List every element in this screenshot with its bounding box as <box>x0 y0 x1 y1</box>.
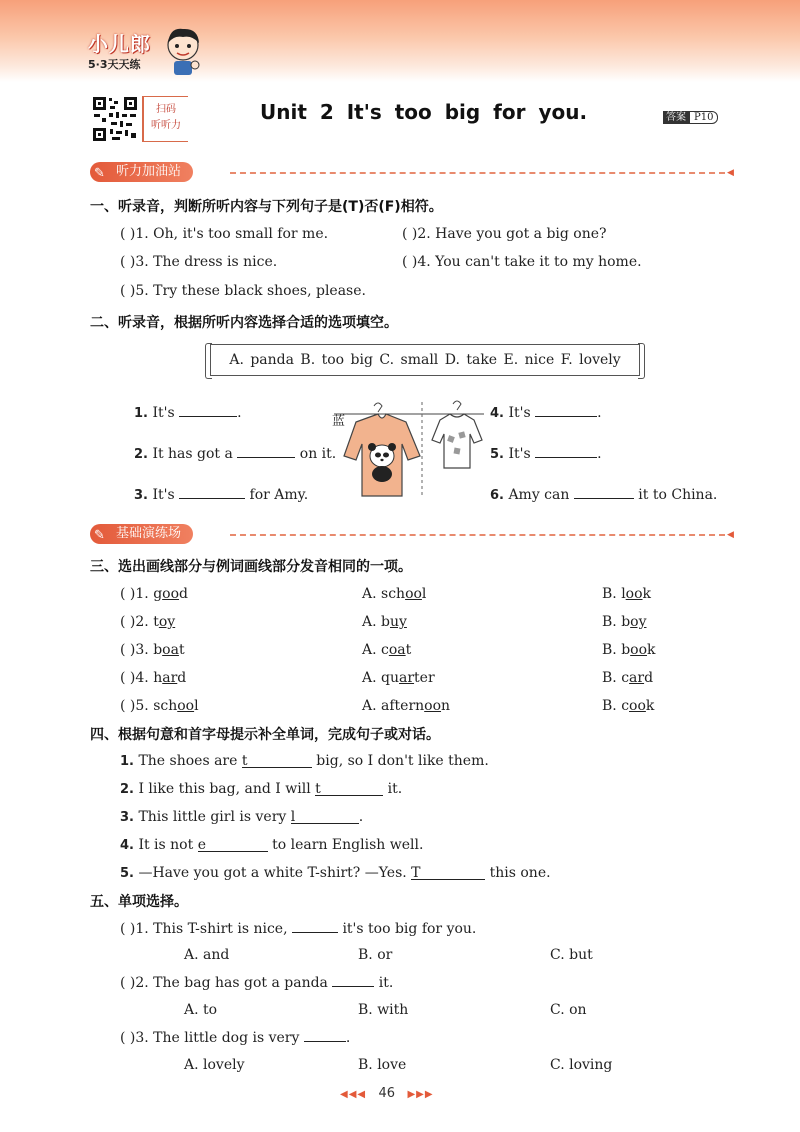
q2-item-1: 1. It's . <box>134 405 242 421</box>
q5-item-1-option-b: B. or <box>358 947 393 963</box>
section-basics-header: ✎ 基础演练场 ◀ <box>90 524 735 546</box>
question-1-heading: 一、听录音，判断所听内容与下列句子是(T)否(F)相符。 <box>90 199 443 215</box>
q1-item-3: ( )3. The dress is nice. <box>120 254 278 270</box>
qr-code-icon[interactable] <box>92 96 138 142</box>
question-4-heading: 四、根据句意和首字母提示补全单词，完成句子或对话。 <box>90 727 440 743</box>
page-footer <box>340 1086 434 1101</box>
q3-row-4-option-b: B. card <box>602 670 654 686</box>
q3-row-3-option-a: A. coat <box>362 642 412 658</box>
q5-item-3: ( )3. The little dog is very . <box>120 1030 351 1046</box>
q3-row-5-word: ( )5. school <box>120 698 199 714</box>
q2-item-2: 2. It has got a on it. <box>134 446 337 462</box>
q4-item-4: 4. It is not e to learn English well. <box>120 837 424 853</box>
answer-page-badge: 答案 P10 <box>663 108 718 123</box>
q1-item-2: ( )2. Have you got a big one? <box>402 226 607 242</box>
q1-item-1: ( )1. Oh, it's too small for me. <box>120 226 329 242</box>
scan-to-listen-label: 扫码 听听力 <box>142 96 188 142</box>
q5-item-2-option-b: B. with <box>358 1002 409 1018</box>
q4-item-5: 5. —Have you got a white T-shirt? —Yes. T this one. <box>120 865 551 881</box>
q3-row-3-option-b: B. book <box>602 642 656 658</box>
arrow-right-icon: ▶▶▶ <box>407 1089 434 1100</box>
section-listening-header: ✎ 听力加油站 ◀ <box>90 162 735 184</box>
q5-item-3-option-a: A. lovely <box>184 1057 245 1073</box>
q5-item-1-option-a: A. and <box>184 947 230 963</box>
q5-item-3-option-c: C. loving <box>550 1057 613 1073</box>
q2-item-3: 3. It's for Amy. <box>134 487 309 503</box>
q5-item-2-option-c: C. on <box>550 1002 587 1018</box>
q3-row-1-word: ( )1. good <box>120 586 188 602</box>
q5-item-1: ( )1. This T-shirt is nice, it's too big for you. <box>120 921 477 937</box>
q2-item-5: 5. It's . <box>490 446 602 462</box>
q3-row-1-option-b: B. look <box>602 586 652 602</box>
q3-row-2-option-b: B. boy <box>602 614 647 630</box>
q3-row-3-word: ( )3. boat <box>120 642 185 658</box>
q3-row-5-option-a: A. afternoon <box>362 698 451 714</box>
small-shirt-icon <box>432 401 482 468</box>
pencil-icon: ✎ <box>94 528 105 543</box>
page-number: 46 <box>378 1086 396 1101</box>
panda-tshirt-icon <box>344 403 420 496</box>
brand-logo: 小儿郎 <box>88 32 151 56</box>
arrow-left-icon: ◀◀◀ <box>340 1089 367 1100</box>
question-5-heading: 五、单项选择。 <box>90 894 188 910</box>
q5-item-2-option-a: A. to <box>184 1002 218 1018</box>
label-blue: 蓝 <box>332 414 346 429</box>
question-2-heading: 二、听录音，根据所听内容选择合适的选项填空。 <box>90 315 398 331</box>
q3-row-5-option-b: B. cook <box>602 698 655 714</box>
q3-row-2-option-a: A. buy <box>362 614 407 630</box>
q4-item-2: 2. I like this bag, and I will t it. <box>120 781 403 797</box>
clothes-illustration <box>334 398 484 502</box>
brand-subtitle: 5·3天天练 <box>88 58 141 71</box>
page-title: Unit 2 It's too big for you. <box>260 100 588 124</box>
options-box: A. panda B. too big C. small D. take E. nice F. lovely <box>210 344 640 376</box>
q5-item-3-option-b: B. love <box>358 1057 407 1073</box>
q3-row-2-word: ( )2. toy <box>120 614 176 630</box>
q1-item-5: ( )5. Try these black shoes, please. <box>120 283 366 299</box>
q5-item-1-option-c: C. but <box>550 947 593 963</box>
q2-item-6: 6. Amy can it to China. <box>490 487 718 503</box>
q2-item-4: 4. It's . <box>490 405 602 421</box>
q3-row-4-option-a: A. quarter <box>362 670 435 686</box>
q4-item-3: 3. This little girl is very l . <box>120 809 364 825</box>
q4-item-1: 1. The shoes are t big, so I don't like them. <box>120 753 489 769</box>
q3-row-1-option-a: A. school <box>362 586 427 602</box>
question-3-heading: 三、选出画线部分与例词画线部分发音相同的一项。 <box>90 559 412 575</box>
headphone-icon: ✎ <box>94 166 105 181</box>
q1-item-4: ( )4. You can't take it to my home. <box>402 254 642 270</box>
mascot-icon <box>162 25 204 77</box>
q5-item-2: ( )2. The bag has got a panda it. <box>120 975 394 991</box>
q3-row-4-word: ( )4. hard <box>120 670 187 686</box>
